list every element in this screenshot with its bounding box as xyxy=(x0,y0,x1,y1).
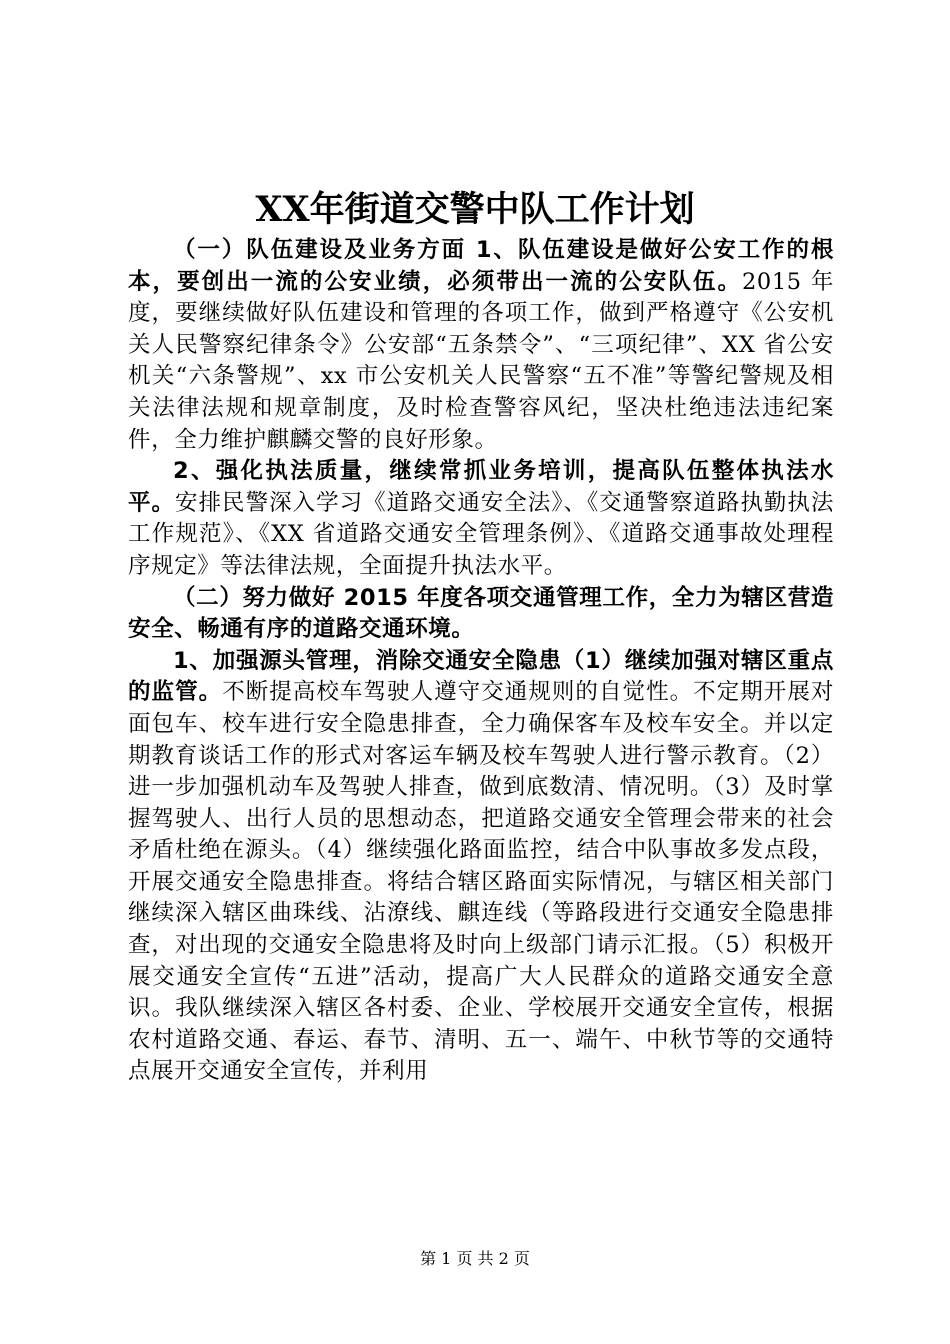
paragraph-4-heading: 1、加强源头管理，消除交通安全隐患（1）继续加强对辖区重点的监管。 xyxy=(128,647,834,706)
paragraph-4 xyxy=(128,646,834,1088)
paragraph-3 xyxy=(128,583,834,646)
paragraph-1-text: 2015 年度，要继续做好队伍建设和管理的各项工作，做到严格遵守《公安机关人民警察纪律条令》公安部“五条禁令”、“三项纪律”、XX 省公安机关“六条警规”、xx 市公安机关人民警察“五不准”等警纪警规及相关法律法规和规章制度，及时检查警容风纪，坚决杜绝违法违纪案件，全力维护麒麟交警的良好形象。 xyxy=(128,268,834,453)
paragraph-1 xyxy=(128,235,834,456)
page-footer: 第 1 页 共 2 页 xyxy=(420,1249,530,1268)
paragraph-2-heading: 2、强化执法质量，继续常抓业务培训，提高队伍整体执法水平。 xyxy=(128,458,834,516)
paragraph-2 xyxy=(128,456,834,582)
paragraph-4-text: 不断提高校车驾驶人遵守交通规则的自觉性。不定期开展对面包车、校车进行安全隐患排查，全力确保客车及校车安全。并以定期教育谈话工作的形式对客运车辆及校车驾驶人进行警示教育。（2）进一步加强机动车及驾驶人排查，做到底数清、情况明。（3）及时掌握驾驶人、出行人员的思想动态，把道路交通安全管理会带来的社会矛盾杜绝在源头。（4）继续强化路面监控，结合中队事故多发点段，开展交通安全隐患排查。将结合辖区路面实际情况，与辖区相关部门继续深入辖区曲珠线、沾潦线、麒连线（等路段进行交通安全隐患排查，对出现的交通安全隐患将及时向上级部门请示汇报。（5）积极开展交通安全宣传“五进”活动，提高广大人民群众的道路交通安全意识。我队继续深入辖区各村委、企业、学校展开交通安全宣传，根据农村道路交通、春运、春节、清明、五一、端午、中秋节等的交通特点展开交通安全宣传，并利用 xyxy=(128,679,834,1085)
document-title: XX年街道交警中队工作计划 xyxy=(255,189,695,230)
paragraph-1-heading: （一）队伍建设及业务方面 1、队伍建设是做好公安工作的根本，要创出一流的公安业绩，必须带出一流的公安队伍。 xyxy=(128,237,834,295)
paragraph-3-heading: （二）努力做好 2015 年度各项交通管理工作，全力为辖区营造安全、畅通有序的道路交通环境。 xyxy=(128,584,834,643)
paragraph-2-text: 安排民警深入学习《道路交通安全法》、《交通警察道路执勤执法工作规范》、《XX 省道路交通安全管理条例》、《道路交通事故处理程序规定》等法律法规，全面提升执法水平。 xyxy=(128,489,834,579)
document-body xyxy=(128,235,834,1088)
